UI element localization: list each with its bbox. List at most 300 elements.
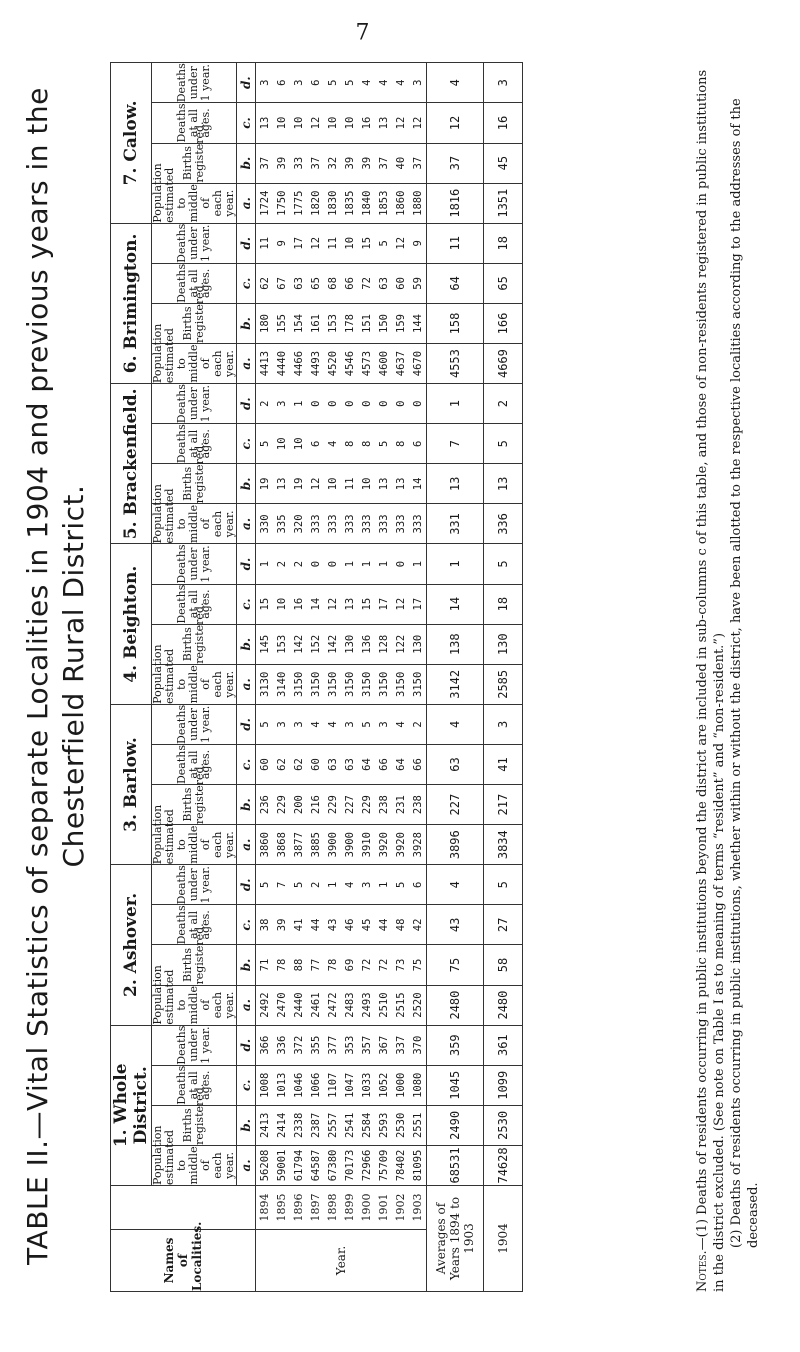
unit-label: c. (237, 905, 256, 945)
value-cell: 19 (256, 464, 274, 504)
unit-label: b. (237, 464, 256, 504)
year-cell: 1903 (409, 1186, 427, 1230)
value-cell: 2387 (307, 1105, 324, 1145)
value-cell: 17 (290, 223, 307, 263)
value-cell: 357 (358, 1025, 375, 1065)
value-cell: 4 (392, 704, 409, 744)
notes (694, 62, 762, 1292)
value-cell: 153 (273, 624, 290, 664)
value-cell: 2510 (375, 985, 392, 1025)
value-cell: 63 (290, 263, 307, 303)
average-value-cell: 1 (427, 384, 484, 424)
value-cell: 4600 (375, 344, 392, 384)
value-cell: 130 (341, 624, 358, 664)
value-cell: 1 (375, 544, 392, 584)
unit-label: a. (237, 825, 256, 865)
value-cell: 4573 (358, 344, 375, 384)
value-cell: 13 (392, 464, 409, 504)
value-cell: 40 (392, 143, 409, 183)
value-cell: 13 (341, 584, 358, 624)
value-cell: 67380 (324, 1145, 341, 1185)
value-cell: 229 (273, 785, 290, 825)
average-value-cell: 2480 (427, 985, 484, 1025)
value-cell: 1000 (392, 1065, 409, 1105)
value-cell: 0 (307, 544, 324, 584)
table-row (409, 63, 427, 1292)
value-cell: 2470 (273, 985, 290, 1025)
value-cell: 136 (358, 624, 375, 664)
value-cell: 4 (392, 63, 409, 103)
value-cell: 3868 (273, 825, 290, 865)
unit-label: c. (237, 1065, 256, 1105)
value-cell: 8 (358, 424, 375, 464)
value-1904-cell: 3 (484, 63, 523, 103)
column-header-deaths_all: Deaths at all ages. (152, 263, 237, 303)
value-cell: 3 (409, 63, 427, 103)
value-cell: 4637 (392, 344, 409, 384)
value-cell: 72 (358, 945, 375, 985)
value-cell: 2 (290, 544, 307, 584)
value-cell: 3150 (409, 664, 427, 704)
value-cell: 1080 (409, 1065, 427, 1105)
column-header-births: Births registered. (152, 785, 237, 825)
value-cell: 88 (290, 945, 307, 985)
value-cell: 13 (375, 103, 392, 143)
value-1904-cell: 18 (484, 584, 523, 624)
year-cell: 1898 (324, 1186, 341, 1230)
column-header-births: Births registered. (152, 624, 237, 664)
value-cell: 2541 (341, 1105, 358, 1145)
value-cell: 72966 (358, 1145, 375, 1185)
value-1904-cell: 16 (484, 103, 523, 143)
value-cell: 4 (341, 865, 358, 905)
column-header-deaths_all: Deaths at all ages. (152, 103, 237, 143)
unit-label: b. (237, 945, 256, 985)
unit-label: d. (237, 384, 256, 424)
unit-label: c. (237, 424, 256, 464)
value-cell: 4546 (341, 344, 358, 384)
column-header-population: Population estimated to middle of each year. (151, 644, 236, 704)
value-cell: 355 (307, 1025, 324, 1065)
value-cell: 45 (358, 905, 375, 945)
column-header-population: Population estimated to middle of each year. (151, 965, 236, 1025)
value-cell: 238 (375, 785, 392, 825)
value-cell: 333 (307, 504, 324, 544)
table-row (358, 63, 375, 1292)
value-cell: 1775 (290, 183, 307, 223)
value-cell: 1835 (341, 183, 358, 223)
value-cell: 1840 (358, 183, 375, 223)
value-cell: 1880 (409, 183, 427, 223)
value-1904-cell: 5 (484, 424, 523, 464)
value-1904-cell: 217 (484, 785, 523, 825)
value-1904-cell: 4669 (484, 344, 523, 384)
value-cell: 66 (409, 744, 427, 784)
value-cell: 154 (290, 303, 307, 343)
value-cell: 2413 (256, 1105, 274, 1145)
value-cell: 1 (358, 544, 375, 584)
table-row (256, 63, 274, 1292)
district-header: 1. Whole District. (111, 1025, 152, 1185)
value-cell: 48 (392, 905, 409, 945)
notes-label: Notes. (695, 1250, 710, 1292)
value-cell: 6 (409, 424, 427, 464)
value-cell: 44 (307, 905, 324, 945)
column-header-deaths_under1: Deaths under 1 year. (152, 544, 237, 584)
unit-label: c. (237, 103, 256, 143)
value-cell: 15 (256, 584, 274, 624)
value-1904-cell: 45 (484, 143, 523, 183)
value-cell: 330 (256, 504, 274, 544)
average-value-cell: 4 (427, 704, 484, 744)
average-value-cell: 4 (427, 63, 484, 103)
value-cell: 2 (256, 384, 274, 424)
value-cell: 17 (409, 584, 427, 624)
value-cell: 2520 (409, 985, 427, 1025)
value-cell: 37 (375, 143, 392, 183)
value-cell: 2551 (409, 1105, 427, 1145)
year-header: Year. (256, 1230, 427, 1292)
average-value-cell: 4 (427, 865, 484, 905)
value-cell: 63 (341, 744, 358, 784)
value-cell: 5 (392, 865, 409, 905)
average-value-cell: 68531 (427, 1145, 484, 1185)
value-cell: 153 (324, 303, 341, 343)
column-header-row (152, 63, 237, 1292)
average-value-cell: 7 (427, 424, 484, 464)
value-cell: 12 (307, 103, 324, 143)
value-cell: 1 (324, 865, 341, 905)
unit-label: b. (237, 143, 256, 183)
value-cell: 130 (409, 624, 427, 664)
averages-label: Averages of Years 1894 to 1903 (427, 1186, 484, 1292)
value-cell: 3 (273, 704, 290, 744)
unit-label: d. (237, 704, 256, 744)
value-cell: 10 (290, 424, 307, 464)
value-cell: 14 (307, 584, 324, 624)
value-cell: 4 (324, 424, 341, 464)
value-cell: 1066 (307, 1065, 324, 1105)
value-cell: 3 (290, 63, 307, 103)
value-cell: 4440 (273, 344, 290, 384)
column-header-deaths_all: Deaths at all ages. (152, 1065, 237, 1105)
column-header-deaths_under1: Deaths under 1 year. (152, 63, 237, 103)
value-cell: 3150 (290, 664, 307, 704)
column-header-population: Population estimated to middle of each year. (151, 163, 236, 223)
value-cell: 14 (409, 464, 427, 504)
value-cell: 1724 (256, 183, 274, 223)
column-header-population: Population estimated to middle of each year. (151, 804, 236, 865)
average-value-cell: 11 (427, 223, 484, 263)
average-value-cell: 4553 (427, 344, 484, 384)
value-cell: 1 (375, 865, 392, 905)
value-cell: 1052 (375, 1065, 392, 1105)
value-cell: 72 (358, 263, 375, 303)
value-cell: 12 (324, 584, 341, 624)
value-cell: 81095 (409, 1145, 427, 1185)
value-cell: 17 (375, 584, 392, 624)
value-cell: 231 (392, 785, 409, 825)
value-cell: 3 (358, 865, 375, 905)
value-1904-cell: 2480 (484, 985, 523, 1025)
unit-label: d. (237, 223, 256, 263)
value-cell: 10 (273, 424, 290, 464)
value-1904-cell: 65 (484, 263, 523, 303)
value-cell: 5 (375, 223, 392, 263)
unit-label: a. (237, 504, 256, 544)
value-cell: 367 (375, 1025, 392, 1065)
title-line-1: TABLE II.—Vital Statistics of separate Localities in 1904 and previous years in the (21, 87, 54, 1265)
value-cell: 4466 (290, 344, 307, 384)
district-header: 2. Ashover. (111, 865, 152, 1025)
unit-label: a. (237, 344, 256, 384)
year-cell: 1901 (375, 1186, 392, 1230)
value-cell: 71 (256, 945, 274, 985)
value-cell: 5 (324, 63, 341, 103)
value-1904-cell: 166 (484, 303, 523, 343)
unit-label: c. (237, 744, 256, 784)
average-value-cell: 1816 (427, 183, 484, 223)
value-cell: 19 (290, 464, 307, 504)
unit-label: a. (237, 1145, 256, 1185)
value-cell: 145 (256, 624, 274, 664)
value-cell: 44 (375, 905, 392, 945)
value-cell: 65 (307, 263, 324, 303)
value-cell: 2414 (273, 1105, 290, 1145)
value-cell: 2461 (307, 985, 324, 1025)
value-cell: 0 (409, 384, 427, 424)
note-2: (2) Deaths of residents occurring in public institutions, whether within or without the district, have been allotted to the respective localities according to the addresses of the deceased. (729, 98, 761, 1248)
value-cell: 3 (341, 704, 358, 744)
value-cell: 39 (358, 143, 375, 183)
value-cell: 66 (341, 263, 358, 303)
table-row (307, 63, 324, 1292)
value-cell: 0 (324, 544, 341, 584)
column-header-deaths_all: Deaths at all ages. (152, 424, 237, 464)
value-cell: 63 (375, 263, 392, 303)
value-1904-cell: 13 (484, 464, 523, 504)
table-row (341, 63, 358, 1292)
value-cell: 0 (358, 384, 375, 424)
column-header-deaths_under1: Deaths under 1 year. (152, 865, 237, 905)
value-cell: 59001 (273, 1145, 290, 1185)
value-cell: 4 (324, 704, 341, 744)
value-cell: 3910 (358, 825, 375, 865)
value-cell: 2440 (290, 985, 307, 1025)
year-cell: 1902 (392, 1186, 409, 1230)
value-1904-cell: 58 (484, 945, 523, 985)
value-cell: 46 (341, 905, 358, 945)
value-cell: 3 (290, 704, 307, 744)
value-cell: 150 (375, 303, 392, 343)
value-cell: 3900 (341, 825, 358, 865)
value-cell: 60 (256, 744, 274, 784)
value-cell: 11 (256, 223, 274, 263)
unit-label: a. (237, 985, 256, 1025)
value-cell: 4413 (256, 344, 274, 384)
value-1904-cell: 74628 (484, 1145, 523, 1185)
value-cell: 4493 (307, 344, 324, 384)
value-cell: 10 (273, 103, 290, 143)
names-header: Names of Localities. (111, 1230, 256, 1292)
year-cell: 1896 (290, 1186, 307, 1230)
value-cell: 200 (290, 785, 307, 825)
year-1904-row (484, 63, 523, 1292)
value-1904-cell: 1351 (484, 183, 523, 223)
value-cell: 159 (392, 303, 409, 343)
value-cell: 78 (324, 945, 341, 985)
value-cell: 122 (392, 624, 409, 664)
value-cell: 10 (358, 464, 375, 504)
column-header-births: Births registered. (152, 945, 237, 985)
year-cell: 1897 (307, 1186, 324, 1230)
value-cell: 333 (375, 504, 392, 544)
note-1 (694, 62, 728, 1292)
value-cell: 3860 (256, 825, 274, 865)
column-header-deaths_all: Deaths at all ages. (152, 584, 237, 624)
value-cell: 75 (409, 945, 427, 985)
average-value-cell: 64 (427, 263, 484, 303)
value-cell: 77 (307, 945, 324, 985)
value-cell: 9 (409, 223, 427, 263)
value-cell: 62 (290, 744, 307, 784)
unit-label: d. (237, 544, 256, 584)
value-cell: 335 (273, 504, 290, 544)
value-cell: 2472 (324, 985, 341, 1025)
value-cell: 229 (324, 785, 341, 825)
value-cell: 5 (256, 704, 274, 744)
value-cell: 69 (341, 945, 358, 985)
value-cell: 5 (256, 424, 274, 464)
value-cell: 2593 (375, 1105, 392, 1145)
value-1904-cell: 130 (484, 624, 523, 664)
district-header: 4. Beighton. (111, 544, 152, 704)
value-cell: 13 (273, 464, 290, 504)
value-cell: 60 (392, 263, 409, 303)
column-header-population: Population estimated to middle of each year. (151, 1125, 236, 1185)
column-header-population: Population estimated to middle of each year. (151, 484, 236, 544)
value-cell: 61794 (290, 1145, 307, 1185)
value-cell: 12 (409, 103, 427, 143)
average-value-cell: 359 (427, 1025, 484, 1065)
value-cell: 6 (273, 63, 290, 103)
average-value-cell: 158 (427, 303, 484, 343)
value-cell: 151 (358, 303, 375, 343)
value-cell: 4 (307, 704, 324, 744)
column-header-deaths_all: Deaths at all ages. (152, 744, 237, 784)
unit-label: a. (237, 183, 256, 223)
value-cell: 333 (341, 504, 358, 544)
value-1904-cell: 2 (484, 384, 523, 424)
year-header-blank (111, 1186, 256, 1230)
unit-label: d. (237, 865, 256, 905)
value-cell: 10 (341, 223, 358, 263)
value-cell: 64587 (307, 1145, 324, 1185)
value-cell: 4 (358, 63, 375, 103)
value-cell: 5 (375, 424, 392, 464)
value-cell: 3150 (324, 664, 341, 704)
value-cell: 2584 (358, 1105, 375, 1145)
value-cell: 4520 (324, 344, 341, 384)
value-cell: 320 (290, 504, 307, 544)
table-row (375, 63, 392, 1292)
value-cell: 1047 (341, 1065, 358, 1105)
value-cell: 39 (273, 143, 290, 183)
value-cell: 229 (358, 785, 375, 825)
value-cell: 12 (392, 223, 409, 263)
table-row (392, 63, 409, 1292)
value-cell: 67 (273, 263, 290, 303)
value-cell: 6 (409, 865, 427, 905)
value-1904-cell: 361 (484, 1025, 523, 1065)
average-value-cell: 138 (427, 624, 484, 664)
value-cell: 3 (273, 384, 290, 424)
value-cell: 2 (307, 865, 324, 905)
column-header-deaths_under1: Deaths under 1 year. (152, 384, 237, 424)
value-1904-cell: 3 (484, 704, 523, 744)
value-cell: 39 (341, 143, 358, 183)
value-1904-cell: 1099 (484, 1065, 523, 1105)
value-1904-cell: 27 (484, 905, 523, 945)
value-1904-cell: 336 (484, 504, 523, 544)
value-cell: 238 (409, 785, 427, 825)
year-cell: 1900 (358, 1186, 375, 1230)
value-cell: 2 (273, 544, 290, 584)
value-cell: 353 (341, 1025, 358, 1065)
value-cell: 1046 (290, 1065, 307, 1105)
value-cell: 3140 (273, 664, 290, 704)
value-cell: 2338 (290, 1105, 307, 1145)
value-cell: 75709 (375, 1145, 392, 1185)
note-1-text: —(1) Deaths of residents occurring in public institutions beyond the district are included in sub-columns c of this table, and those of non-residents registered in public institutions in the district excluded. (See note on Table I as to meaning of terms “resident” and “non-resident.”) (695, 69, 727, 1292)
value-cell: 2493 (358, 985, 375, 1025)
value-cell: 155 (273, 303, 290, 343)
value-cell: 0 (392, 384, 409, 424)
average-value-cell: 63 (427, 744, 484, 784)
column-header-deaths_under1: Deaths under 1 year. (152, 1025, 237, 1065)
value-cell: 2515 (392, 985, 409, 1025)
value-cell: 1860 (392, 183, 409, 223)
value-cell: 2 (409, 704, 427, 744)
value-cell: 3150 (375, 664, 392, 704)
value-cell: 3877 (290, 825, 307, 865)
value-cell: 152 (307, 624, 324, 664)
value-cell: 12 (307, 464, 324, 504)
value-cell: 144 (409, 303, 427, 343)
value-cell: 180 (256, 303, 274, 343)
value-cell: 10 (324, 103, 341, 143)
value-cell: 12 (392, 103, 409, 143)
value-cell: 142 (324, 624, 341, 664)
table-row (273, 63, 290, 1292)
year-1904-label: 1904 (484, 1186, 523, 1292)
value-cell: 1 (290, 384, 307, 424)
value-cell: 59 (409, 263, 427, 303)
unit-label: b. (237, 624, 256, 664)
value-cell: 2483 (341, 985, 358, 1025)
value-cell: 227 (341, 785, 358, 825)
table-body (256, 63, 523, 1292)
value-cell: 68 (324, 263, 341, 303)
value-cell: 5 (341, 63, 358, 103)
table-row (290, 63, 307, 1292)
value-cell: 78402 (392, 1145, 409, 1185)
value-cell: 10 (341, 103, 358, 143)
value-cell: 5 (358, 704, 375, 744)
value-cell: 32 (324, 143, 341, 183)
year-cell: 1894 (256, 1186, 274, 1230)
value-cell: 56208 (256, 1145, 274, 1185)
